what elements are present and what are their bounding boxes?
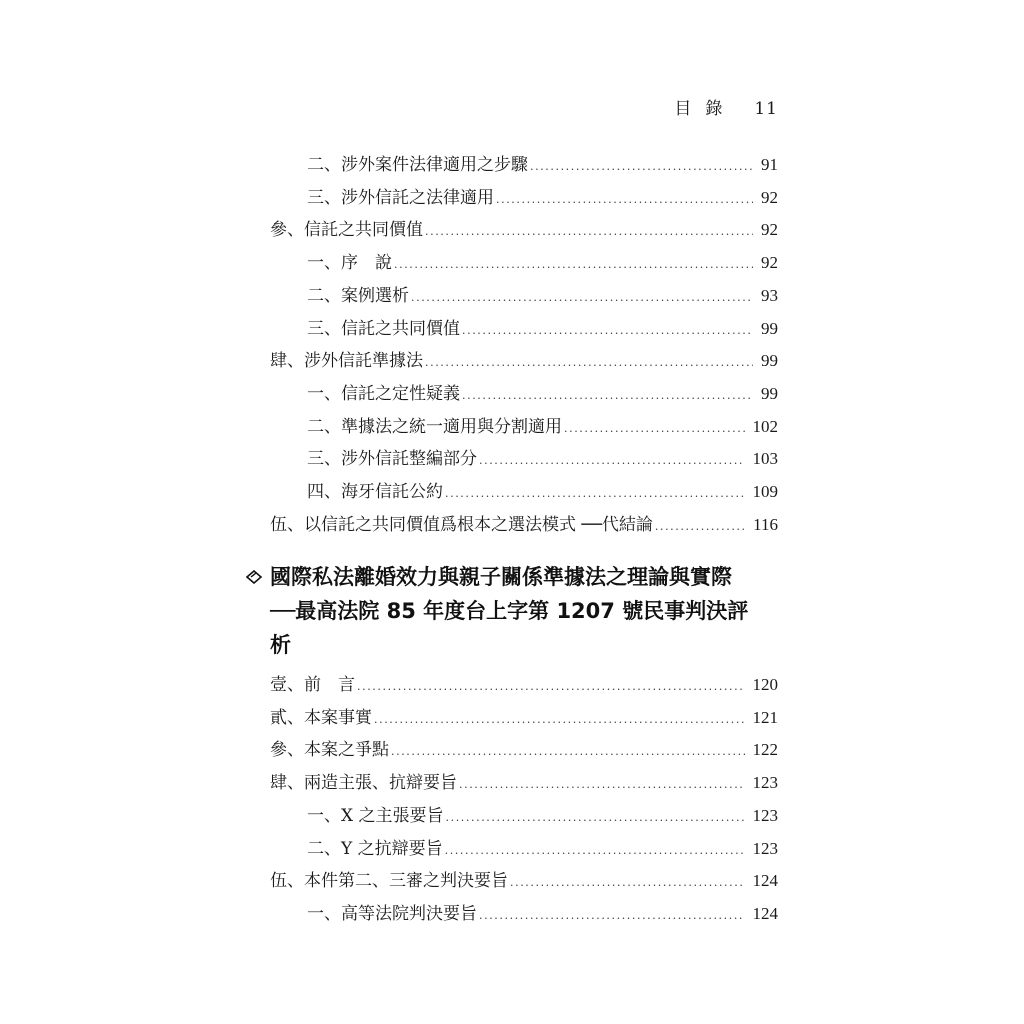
toc-entry-label: 壹、前 言 (270, 675, 355, 695)
dot-leader (459, 776, 745, 794)
dot-leader (445, 842, 745, 860)
toc-entry-page: 123 (752, 773, 778, 792)
toc-entry-page: 92 (761, 220, 778, 239)
toc-entry-page: 120 (752, 675, 778, 694)
dot-leader (510, 874, 745, 892)
toc-entry (307, 473, 778, 503)
dot-leader (425, 354, 753, 372)
dot-leader (411, 289, 753, 307)
dot-leader (479, 452, 745, 470)
running-head-page-number: 11 (754, 99, 778, 119)
dot-leader (446, 809, 745, 827)
dot-leader (445, 485, 745, 503)
toc-entry-label: 肆、涉外信託準據法 (270, 351, 423, 371)
dot-leader (564, 420, 745, 438)
toc-entry (307, 408, 778, 438)
toc-entry (307, 440, 778, 470)
dot-leader (425, 223, 753, 241)
toc-entry (307, 375, 778, 405)
chapter-heading (246, 560, 756, 662)
toc-entry-page: 123 (752, 806, 778, 825)
toc-entry (307, 830, 778, 860)
dot-leader (394, 256, 753, 274)
chapter-title-text-1: 國際私法離婚效力與親子關係準據法之理論與實際 (270, 565, 732, 589)
dot-leader (374, 711, 745, 729)
dot-leader (462, 387, 753, 405)
dot-leader (479, 907, 745, 925)
dot-leader (496, 191, 753, 209)
dot-leader (391, 743, 745, 761)
toc-entry-page: 124 (752, 904, 778, 923)
toc-entry (307, 895, 778, 925)
toc-entry (270, 731, 778, 761)
toc-entry-label: 二、Y 之抗辯要旨 (307, 839, 443, 859)
toc-entry (270, 764, 778, 794)
toc-entry-page: 93 (761, 286, 778, 305)
toc-entry-label: 四、海牙信託公約 (307, 482, 443, 502)
toc-entry-page: 122 (752, 740, 778, 759)
toc-entry-page: 92 (761, 253, 778, 272)
toc-entry-label: 二、案例選析 (307, 286, 409, 306)
chapter-title-line-1 (246, 560, 756, 594)
toc-entry-label: 一、高等法院判決要旨 (307, 904, 477, 924)
toc-entry (270, 699, 778, 729)
toc-entry-page: 109 (752, 482, 778, 501)
toc-entry (270, 862, 778, 892)
running-head-title: 目錄 (674, 99, 737, 119)
diamond-icon (246, 560, 266, 594)
toc-entry-page: 116 (753, 515, 778, 534)
toc-entry-label: 三、涉外信託之法律適用 (307, 188, 494, 208)
toc-entry-page: 92 (761, 188, 778, 207)
toc-entry-page: 91 (761, 155, 778, 174)
toc-entry-label: 三、信託之共同價值 (307, 319, 460, 339)
toc-entry-page: 121 (752, 708, 778, 727)
toc-entry-page: 123 (752, 839, 778, 858)
toc-entry (270, 666, 778, 696)
toc-entry-label: 伍、本件第二、三審之判決要旨 (270, 871, 508, 891)
toc-entry-page: 99 (761, 351, 778, 370)
toc-entry-page: 124 (752, 871, 778, 890)
dot-leader (655, 518, 745, 536)
chapter-title-line-2: ──最高法院 85 年度台上字第 1207 號民事判決評 (270, 599, 749, 623)
toc-entry (307, 310, 778, 340)
toc-entry-label: 伍、以信託之共同價值爲根本之選法模式 ──代結論 (270, 515, 653, 535)
dot-leader (462, 322, 753, 340)
toc-entry-label: 一、X 之主張要旨 (307, 806, 444, 826)
toc-entry (307, 244, 778, 274)
toc-entry-label: 二、涉外案件法律適用之步驟 (307, 155, 528, 175)
toc-entry (270, 342, 778, 372)
toc-entry-label: 一、信託之定性疑義 (307, 384, 460, 404)
toc-entry-label: 二、準據法之統一適用與分割適用 (307, 417, 562, 437)
toc-entry-label: 貳、本案事實 (270, 708, 372, 728)
chapter-title-line-3: 析 (270, 633, 291, 657)
toc-entry-label: 肆、兩造主張、抗辯要旨 (270, 773, 457, 793)
toc-entry-label: 一、序 說 (307, 253, 392, 273)
toc-entry (307, 277, 778, 307)
toc-entry (307, 179, 778, 209)
toc-entry-label: 三、涉外信託整編部分 (307, 449, 477, 469)
toc-entry-page: 103 (752, 449, 778, 468)
toc-entry (270, 211, 778, 241)
toc-entry-page: 99 (761, 384, 778, 403)
toc-entry (307, 797, 778, 827)
toc-entry-page: 102 (752, 417, 778, 436)
toc-entry (270, 506, 778, 536)
running-head (674, 94, 778, 119)
dot-leader (357, 678, 745, 696)
toc-entry-label: 參、本案之爭點 (270, 740, 389, 760)
toc-entry-label: 參、信託之共同價值 (270, 220, 423, 240)
toc-entry-page: 99 (761, 319, 778, 338)
dot-leader (530, 158, 753, 176)
toc-entry (307, 146, 778, 176)
